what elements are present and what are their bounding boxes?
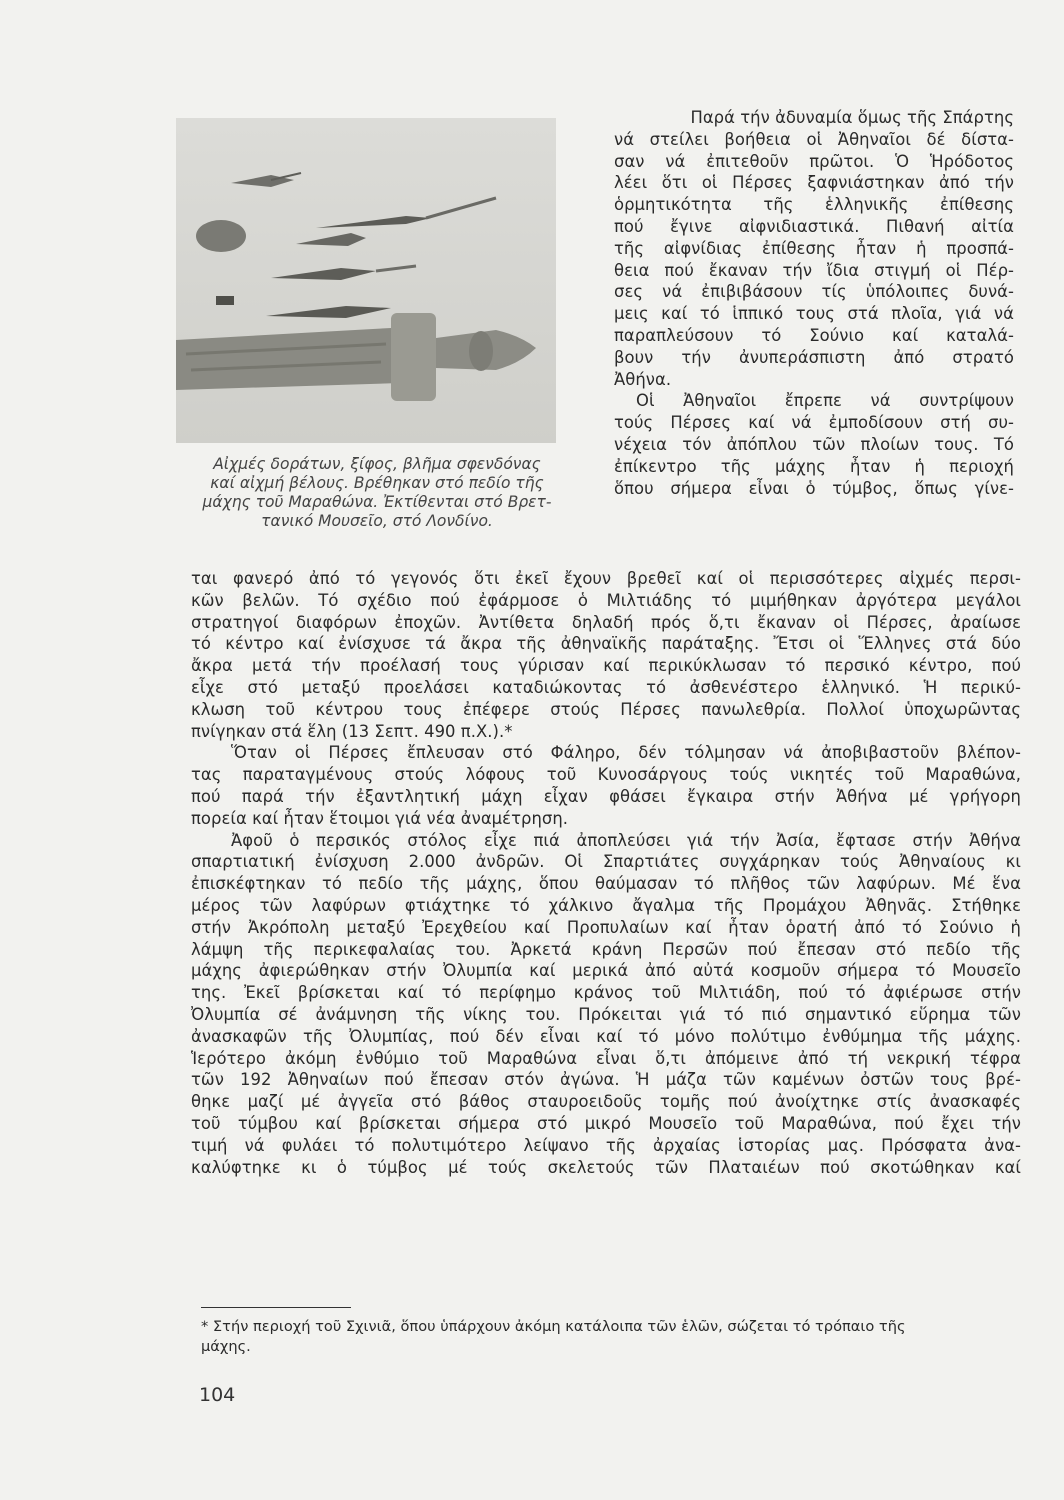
caption-line: καί αἰχμή βέλους. Βρέθηκαν στό πεδίο τῆς bbox=[210, 474, 544, 492]
text-line: τιμή νά φυλάει τό πολυτιμότερο λείψανο τῆς ἀρχαίας ἱστορίας μας. Πρόσφατα ἀνα- bbox=[191, 1135, 1021, 1155]
footnote bbox=[201, 1317, 1031, 1357]
text-line: λάμψη τῆς περικεφαλαίας του. Ἀρκετά κράνη Περσῶν πού ἔπεσαν στό πεδίο τῆς bbox=[191, 939, 1021, 959]
text-line: σπαρτιατική ἐνίσχυση 2.000 ἀνδρῶν. Οἱ Σπαρτιάτες συγχάρηκαν τούς Ἀθηναίους κι bbox=[191, 852, 1021, 872]
text-line: τῶν 192 Ἀθηναίων πού ἔπεσαν στόν ἀγώνα. Ἡ μάζα τῶν καμένων ὀστῶν τους βρέ- bbox=[191, 1070, 1021, 1090]
text-line: ται φανερό ἀπό τό γεγονός ὅτι ἐκεῖ ἔχουν βρεθεῖ καί οἱ περισσότερες αἰχμές περσι- bbox=[191, 569, 1021, 588]
text-line: θηκε μαζί μέ ἀγγεῖα στό βάθος σταυροειδοῦς τομῆς πού ἀνοίχτηκε στίς ἀνασκαφές bbox=[191, 1092, 1021, 1112]
text-line: τῆς αἰφνίδιας ἐπίθεσης ἦταν ἡ προσπά- bbox=[614, 238, 1014, 258]
text-line: τούς Πέρσες καί νά ἐμποδίσουν στή συ- bbox=[614, 413, 1014, 433]
caption-line: τανικό Μουσεῖο, στό Λονδίνο. bbox=[261, 512, 493, 530]
text-line: πού ἔγινε αἰφνιδιαστικά. Πιθανή αἰτία bbox=[614, 216, 1014, 236]
text-line: πορεία καί ἦταν ἕτοιμοι γιά νέα ἀναμέτρηση. bbox=[191, 808, 569, 828]
text-line: ἐπίκεντρο τῆς μάχης ἦταν ἡ περιοχή bbox=[614, 456, 1014, 476]
text-line: της. Ἐκεῖ βρίσκεται καί τό περίφημο κράνος τοῦ Μιλτιάδη, πού τό ἀφιέρωσε στήν bbox=[191, 983, 1021, 1003]
text-line: πνίγηκαν στά ἕλη (13 Σεπτ. 490 π.Χ.).* bbox=[191, 721, 513, 741]
text-line: Ἀθήνα. bbox=[614, 369, 672, 389]
full-width-text bbox=[191, 568, 1021, 1178]
text-line: Ὅταν οἱ Πέρσες ἔπλευσαν στό Φάληρο, δέν τόλμησαν νά ἀποβιβαστοῦν βλέπον- bbox=[231, 743, 1021, 763]
text-line: ἐπισκέφτηκαν τό πεδίο τῆς μάχης, ὅπου θαύμασαν τό πλῆθος τῶν λαφύρων. Μέ ἕνα bbox=[191, 874, 1021, 894]
page-number: 104 bbox=[199, 1384, 236, 1406]
text-line: τοῦ τύμβου καί βρίσκεται σήμερα στό μικρό Μουσεῖο τοῦ Μαραθώνα, πού ἔχει τήν bbox=[191, 1113, 1021, 1133]
artifacts-photo bbox=[176, 118, 556, 443]
text-line: ἀνασκαφῶν τῆς Ὀλυμπίας, πού δέν εἶναι καί τό μόνο πολύτιμο ἐνθύμημα τῆς μάχης. bbox=[191, 1026, 1021, 1046]
text-line: μάχης ἀφιερώθηκαν στήν Ὀλυμπία καί μερικά ἀπό αὐτά κοσμοῦν σήμερα τό Μουσεῖο bbox=[191, 961, 1021, 981]
text-line: Παρά τήν ἀδυναμία ὅμως τῆς Σπάρτης bbox=[690, 108, 1014, 127]
text-line: πού παρά τήν ἐξαντλητική μάχη εἶχαν φθάσει ἔγκαιρα στήν Ἀθήνα μέ γρήγορη bbox=[191, 786, 1021, 806]
caption-line: Αἰχμές δοράτων, ξίφος, βλῆμα σφενδόνας bbox=[213, 455, 541, 473]
footnote-text-cont: μάχης. bbox=[201, 1338, 251, 1355]
footnote-text: * Στήν περιοχή τοῦ Σχινιᾶ, ὅπου ὑπάρχουν ἀκόμη κατάλοιπα τῶν ἑλῶν, σώζεται τό τρόπαιο τῆς bbox=[201, 1318, 906, 1335]
text-line: Ἀφοῦ ὁ περσικός στόλος εἶχε πιά ἀποπλεύσει γιά τήν Ἀσία, ἔφτασε στήν Ἀθήνα bbox=[231, 830, 1021, 850]
text-line: λέει ὅτι οἱ Πέρσες ξαφνιάστηκαν ἀπό τήν bbox=[614, 173, 1014, 193]
text-line: καλύφτηκε κι ὁ τύμβος μέ τούς σκελετούς τῶν Πλαταιέων πού σκοτώθηκαν καί bbox=[191, 1157, 1021, 1177]
text-line: Ὀλυμπία σέ ἀνάμνηση τῆς νίκης του. Πρόκειται γιά τό πιό σημαντικό εὕρημα τῶν bbox=[191, 1004, 1021, 1024]
text-line: Οἱ Ἀθηναῖοι ἔπρεπε νά συντρίψουν bbox=[636, 391, 1014, 411]
photo-caption bbox=[172, 455, 582, 531]
text-line: σαν νά ἐπιτεθοῦν πρῶτοι. Ὁ Ἡρόδοτος bbox=[614, 151, 1014, 171]
text-line: ὁρμητικότητα τῆς ἑλληνικῆς ἐπίθεσης bbox=[614, 195, 1014, 215]
text-line: νά στείλει βοήθεια οἱ Ἀθηναῖοι δέ δίστα- bbox=[614, 129, 1014, 149]
text-line: βουν τήν ἀνυπεράσπιστη ἀπό στρατό bbox=[614, 347, 1014, 367]
text-line: θεια πού ἔκαναν τήν ἴδια στιγμή οἱ Πέρ- bbox=[614, 260, 1014, 280]
text-line: ὅπου σήμερα εἶναι ὁ τύμβος, ὅπως γίνε- bbox=[614, 478, 1014, 498]
text-line: παραπλεύσουν τό Σούνιο καί καταλά- bbox=[614, 325, 1014, 345]
text-line: νέχεια τόν ἀπόπλου τῶν πλοίων τους. Τό bbox=[614, 434, 1014, 454]
text-line: Ἱερότερο ἀκόμη ἐνθύμιο τοῦ Μαραθώνα εἶναι ὅ,τι ἀπόμεινε ἀπό τή νεκρική τέφρα bbox=[191, 1048, 1021, 1068]
caption-line: μάχης τοῦ Μαραθώνα. Ἐκτίθενται στό Βρετ- bbox=[202, 493, 552, 511]
text-line: μέρος τῶν λαφύρων φτιάχτηκε τό χάλκινο ἄγαλμα τῆς Προμάχου Ἀθηνᾶς. Στήθηκε bbox=[191, 895, 1021, 915]
footnote-divider bbox=[201, 1307, 351, 1308]
text-line: τας παραταγμένους στούς λόφους τοῦ Κυνοσάργους τούς νικητές τοῦ Μαραθώνα, bbox=[191, 765, 1021, 785]
text-line: εἶχε στό μεταξύ προελάσει καταδιώκοντας τό ἀσθενέστερο ἑλληνικό. Ἡ περικύ- bbox=[191, 677, 1021, 697]
museum-artifacts-icon bbox=[176, 118, 556, 443]
text-line: στήν Ἀκρόπολη μεταξύ Ἐρεχθείου καί Προπυλαίων καί ἦταν ὁρατή ἀπό τό Σούνιο ἡ bbox=[191, 917, 1021, 937]
text-line: κλωση τοῦ κέντρου τους ἐπέφερε στούς Πέρσες πανωλεθρία. Πολλοί ὑποχωρῶντας bbox=[191, 699, 1021, 719]
text-line: τό κέντρο καί ἐνίσχυσε τά ἄκρα τῆς ἀθηναϊκῆς παράταξης. Ἔτσι οἱ Ἕλληνες στά δύο bbox=[191, 634, 1021, 654]
text-line: μεις καί τό ἱππικό τους στά πλοῖα, γιά νά bbox=[614, 304, 1014, 324]
text-line: σες νά ἐπιβιβάσουν τίς ὑπόλοιπες δυνά- bbox=[614, 282, 1014, 302]
right-column-text bbox=[614, 107, 1014, 499]
text-line: κῶν βελῶν. Τό σχέδιο πού ἐφάρμοσε ὁ Μιλτιάδης τό μιμήθηκαν ἀργότερα μεγάλοι bbox=[191, 590, 1021, 610]
text-line: στρατηγοί διαφόρων ἐποχῶν. Ἀντίθετα δηλαδή πρός ὅ,τι ἔκαναν οἱ Πέρσες, ἀραίωσε bbox=[191, 612, 1021, 632]
text-line: ἄκρα μετά τήν προέλασή τους γύρισαν καί περικύκλωσαν τό περσικό κέντρο, πού bbox=[191, 656, 1021, 676]
